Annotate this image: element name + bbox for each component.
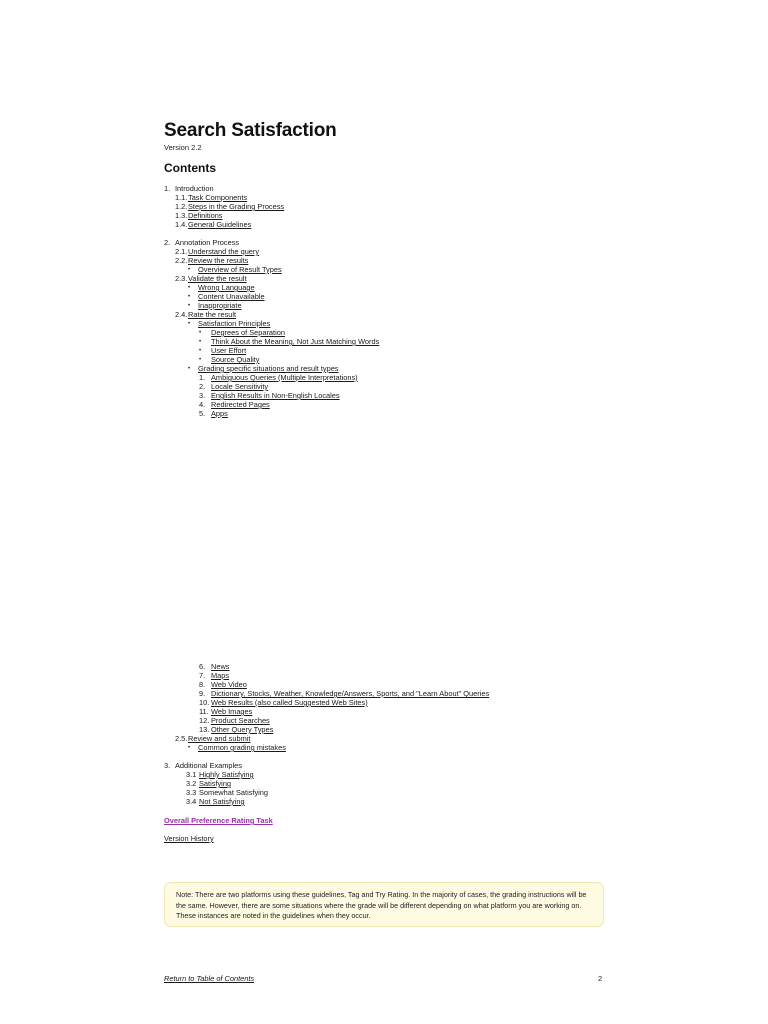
toc-entry-number: 12.: [199, 716, 210, 725]
toc-entry-number: 2.: [164, 238, 171, 247]
toc-entry-link[interactable]: Task Components: [188, 193, 248, 202]
toc-entry-number: 5.: [199, 409, 206, 418]
toc-entry-link[interactable]: Degrees of Separation: [211, 328, 285, 337]
toc-entry-number: 3.1: [186, 770, 197, 779]
toc-entry-link[interactable]: Review the results: [188, 256, 249, 265]
toc-entry-link[interactable]: Review and submit: [188, 734, 251, 743]
toc-entry-link[interactable]: Satisfaction Principles: [198, 319, 271, 328]
toc-entry-link[interactable]: Product Searches: [211, 716, 270, 725]
toc-entry-link[interactable]: Common grading mistakes: [198, 743, 286, 752]
overall-preference-link[interactable]: Overall Preference Rating Task: [164, 816, 273, 825]
toc-entry-label: Introduction: [175, 184, 214, 193]
bullet-icon: •: [188, 267, 191, 273]
toc-entry-number: 1.4.: [175, 220, 188, 229]
toc-entry-link[interactable]: Wrong Language: [198, 283, 255, 292]
toc-entry-link[interactable]: Redirected Pages: [211, 400, 270, 409]
toc-entry-link[interactable]: General Guidelines: [188, 220, 252, 229]
toc-entry-link[interactable]: Validate the result: [188, 274, 247, 283]
toc-entry-number: 2.2.: [175, 256, 188, 265]
toc-entry-number: 4.: [199, 400, 206, 409]
toc-entry-link[interactable]: Understand the query: [188, 247, 260, 256]
toc-entry-link[interactable]: Rate the result: [188, 310, 237, 319]
page-number: 2: [598, 974, 603, 983]
toc-entry-number: 1.3.: [175, 211, 188, 220]
toc-entry-number: 2.: [199, 382, 206, 391]
toc-entry-number: 8.: [199, 680, 206, 689]
toc-entry-link[interactable]: Maps: [211, 671, 230, 680]
bullet-icon: •: [199, 339, 202, 345]
toc-entry-number: 2.1.: [175, 247, 188, 256]
toc-entry-link[interactable]: Think About the Meaning, Not Just Matching Words: [211, 337, 380, 346]
toc-entry-link[interactable]: Locale Sensitivity: [211, 382, 269, 391]
toc-entry-number: 3.2: [186, 779, 197, 788]
bullet-icon: •: [188, 294, 191, 300]
toc-entry-link[interactable]: Content Unavailable: [198, 292, 265, 301]
page-title: Search Satisfaction: [164, 120, 337, 141]
bullet-icon: •: [199, 330, 202, 336]
toc-entry-number: 13.: [199, 725, 210, 734]
return-to-toc-link[interactable]: Return to Table of Contents: [164, 974, 255, 983]
version-history-link[interactable]: Version History: [164, 834, 214, 843]
toc-entry-link[interactable]: Not Satisfying: [199, 797, 245, 806]
toc-entry-number: 1.: [199, 373, 206, 382]
toc-entry-number: 2.3.: [175, 274, 188, 283]
toc-entry-link[interactable]: Web Video: [211, 680, 247, 689]
toc-entry-link[interactable]: Satisfying: [199, 779, 232, 788]
toc-entry-link[interactable]: English Results in Non-English Locales: [211, 391, 340, 400]
toc-entry-number: 1.2.: [175, 202, 188, 211]
bullet-icon: •: [188, 321, 191, 327]
bullet-icon: •: [188, 745, 191, 751]
toc-entry-link[interactable]: News: [211, 662, 230, 671]
platform-note-text: Note: There are two platforms using these guidelines, Tag and Try Rating. In the majority of cases, the grading instructions will be the same. However, there are some situations where the grade will be different depending on what platform you are working on. These instances are noted in the guidelines when they occur.: [176, 890, 587, 920]
contents-heading: Contents: [164, 161, 216, 175]
toc-entry-link[interactable]: Definitions: [188, 211, 223, 220]
toc-entry-label: Additional Examples: [175, 761, 242, 770]
toc-entry-link[interactable]: User Effort: [211, 346, 247, 355]
toc-entry-number: 3.4: [186, 797, 197, 806]
toc-entry-label: Annotation Process: [175, 238, 240, 247]
toc-entry-number: 6.: [199, 662, 206, 671]
toc-entry-link[interactable]: Steps in the Grading Process: [188, 202, 285, 211]
bullet-icon: •: [188, 366, 191, 372]
toc-entry-link[interactable]: Inappropriate: [198, 301, 242, 310]
toc-entry-number: 2.4.: [175, 310, 188, 319]
toc-entry-link[interactable]: Overview of Result Types: [198, 265, 282, 274]
toc-entry-link[interactable]: Dictionary, Stocks, Weather, Knowledge/Answers, Sports, and "Learn About" Queries: [211, 689, 490, 698]
toc-entry-link[interactable]: Source Quality: [211, 355, 260, 364]
toc-entry-number: 10.: [199, 698, 210, 707]
bullet-icon: •: [188, 285, 191, 291]
toc-entry-link[interactable]: Grading specific situations and result types: [198, 364, 339, 373]
version-label: Version 2.2: [164, 143, 202, 152]
toc-entry-number: 3.: [199, 391, 206, 400]
toc-entry-number: 1.1.: [175, 193, 188, 202]
toc-entry-number: 3.3: [186, 788, 197, 797]
toc-entry-number: 11.: [199, 707, 209, 716]
platform-note-box: [164, 882, 604, 927]
toc-entry-label: Somewhat Satisfying: [199, 788, 269, 797]
toc-entry-link[interactable]: Apps: [211, 409, 228, 418]
toc-entry-number: 3.: [164, 761, 171, 770]
toc-entry-link[interactable]: Ambiguous Queries (Multiple Interpretations): [211, 373, 358, 382]
bullet-icon: •: [199, 357, 202, 363]
bullet-icon: •: [199, 348, 202, 354]
toc-entry-link[interactable]: Other Query Types: [211, 725, 274, 734]
toc-entry-number: 7.: [199, 671, 206, 680]
bullet-icon: •: [188, 303, 191, 309]
toc-entry-link[interactable]: Web Images: [211, 707, 253, 716]
toc-entry-link[interactable]: Web Results (also called Suggested Web Sites): [211, 698, 368, 707]
toc-entry-number: 2.5.: [175, 734, 188, 743]
toc-entry-number: 9.: [199, 689, 206, 698]
toc-entry-link[interactable]: Highly Satisfying: [199, 770, 254, 779]
toc-entry-number: 1.: [164, 184, 171, 193]
